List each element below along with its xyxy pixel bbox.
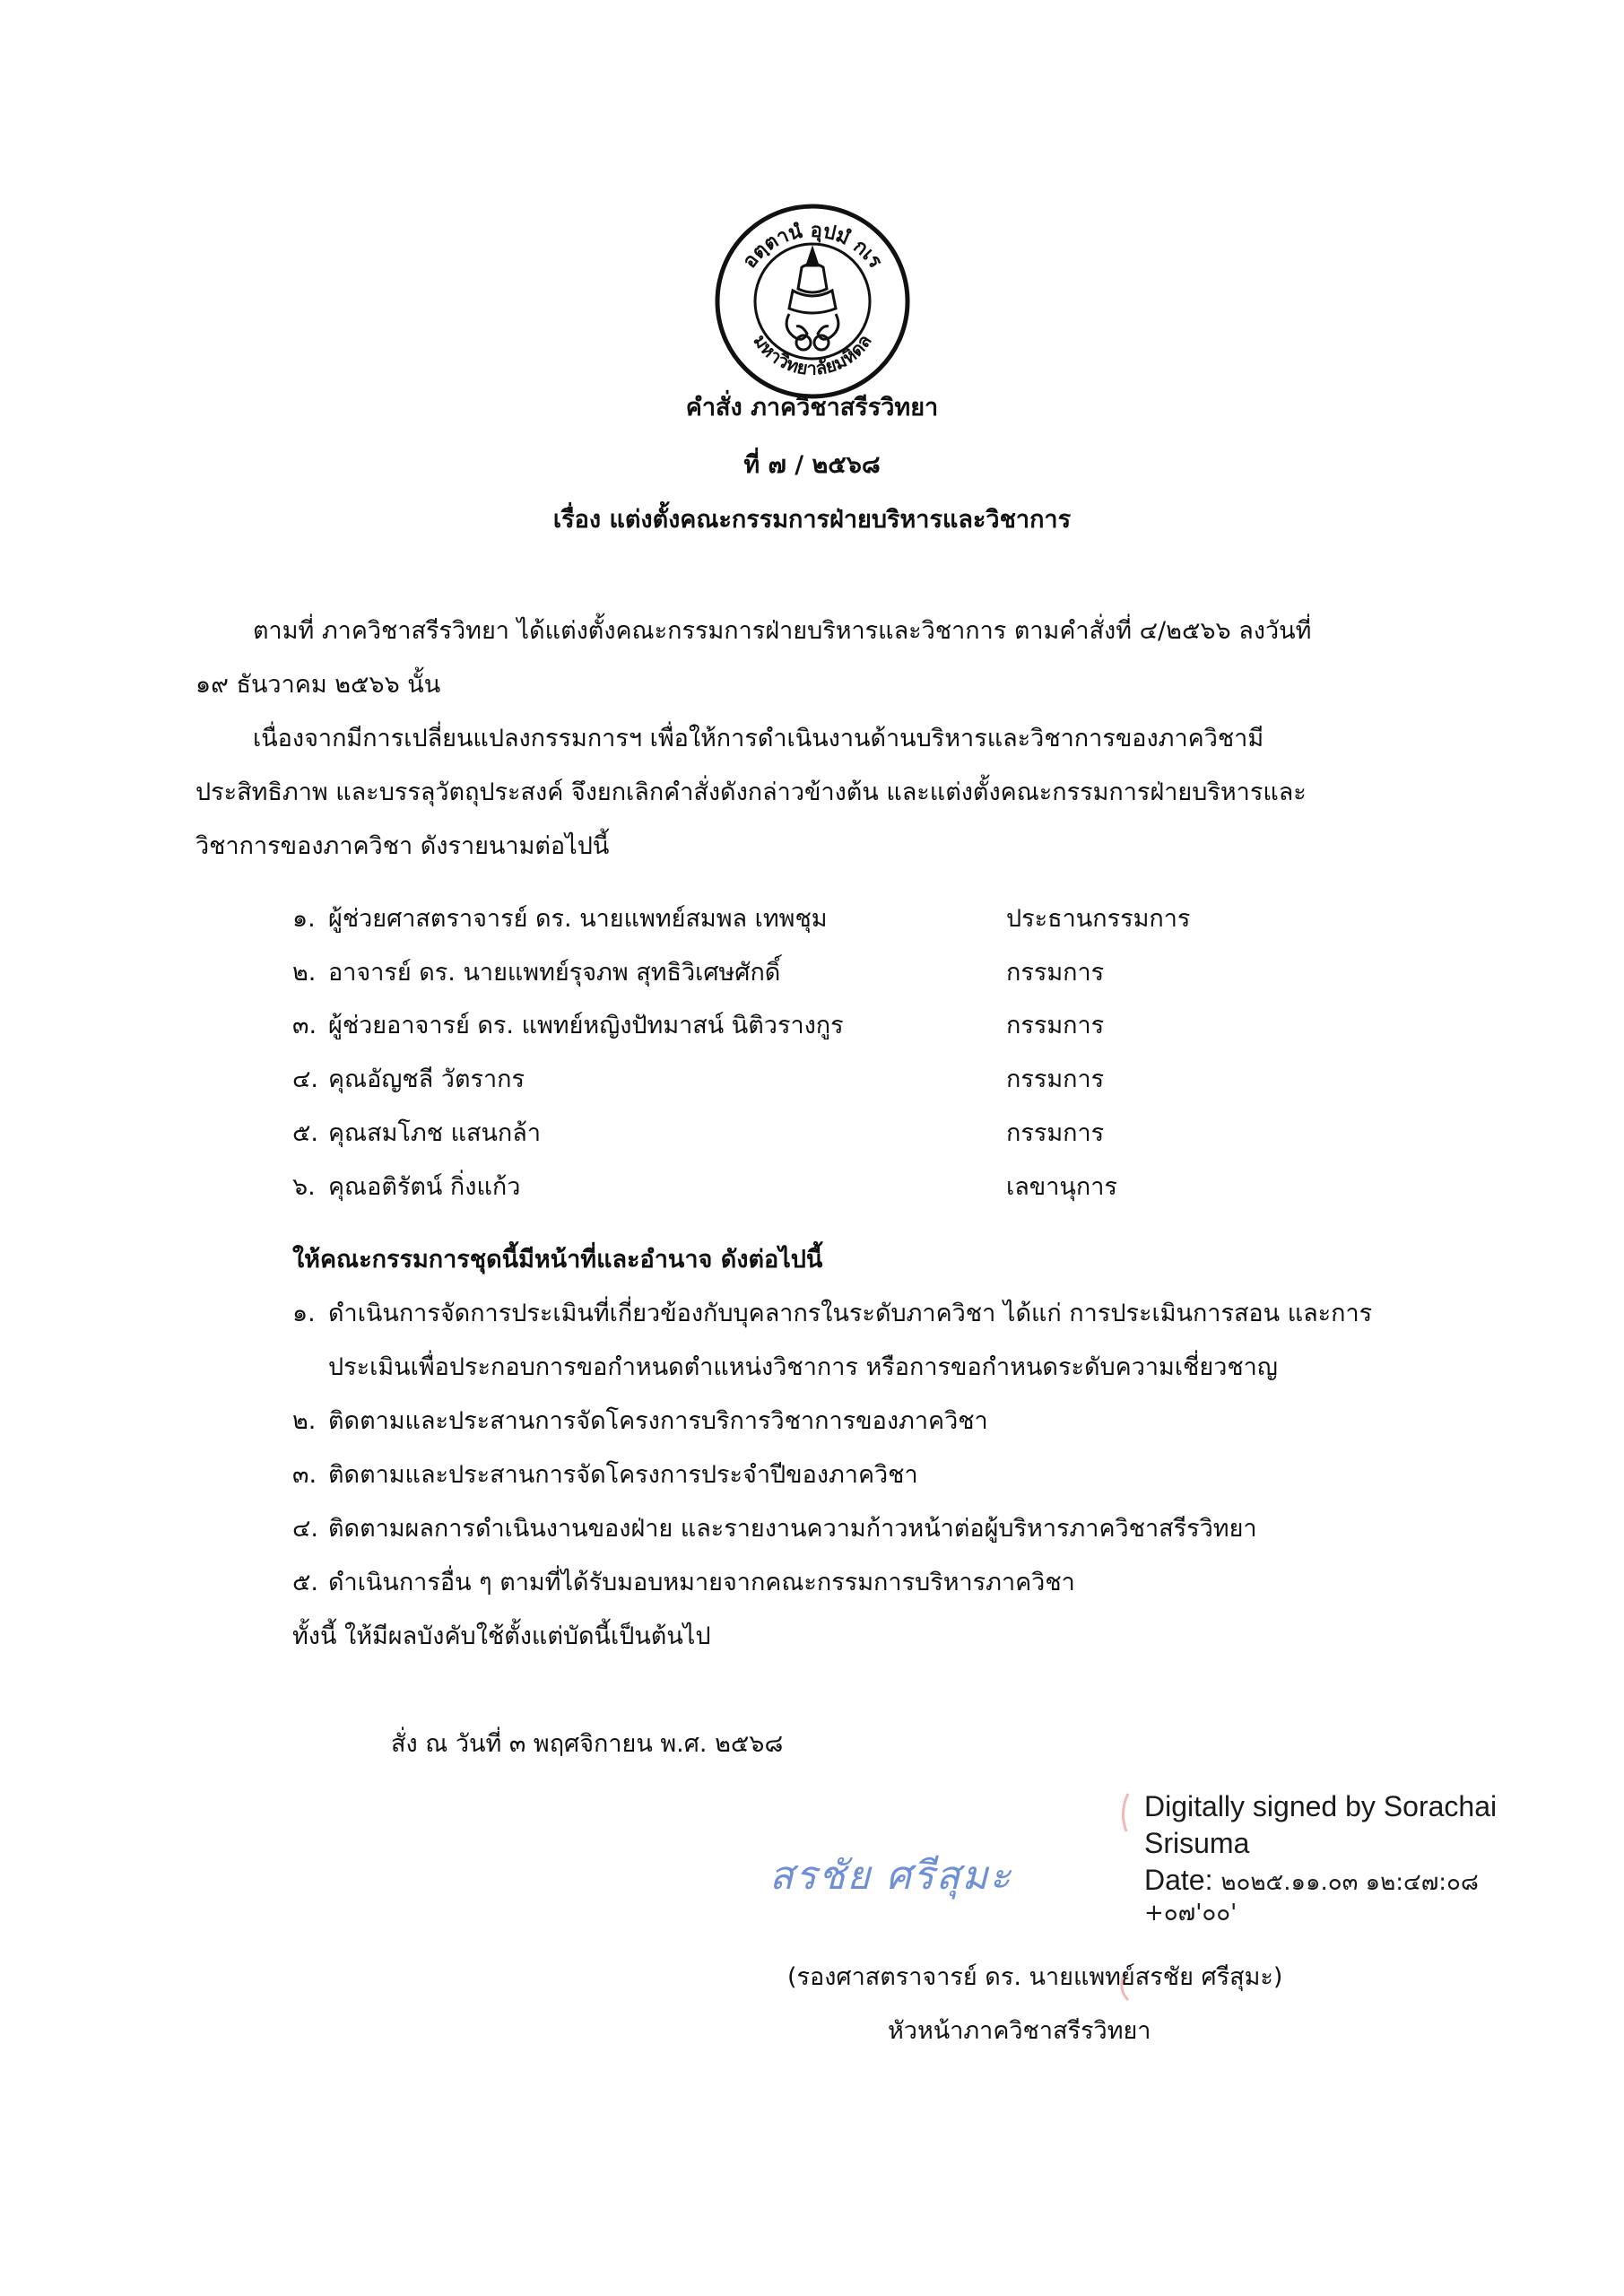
duty-text: ติดตามและประสานการจัดโครงการบริการวิชาการของภาควิชา <box>328 1407 988 1435</box>
digital-signature-line-2: Srisuma <box>1144 1826 1250 1859</box>
member-number: ๒. <box>292 959 317 987</box>
member-number: ๔. <box>292 1065 319 1093</box>
handwritten-signature: สรชัย ศรีสุมะ <box>769 1853 1013 1899</box>
document-number: ที่ ๗ / ๒๕๖๘ <box>743 451 881 479</box>
signer-name: (รองศาสตราจารย์ ดร. นายแพทย์สรชัย ศรีสุมะ) <box>787 1963 1283 1991</box>
member-name: ผู้ช่วยอาจารย์ ดร. แพทย์หญิงปัทมาสน์ นิติวรางกูร <box>328 1012 844 1039</box>
document-title: คำสั่ง ภาควิชาสรีรวิทยา <box>685 394 939 422</box>
member-name: คุณอติรัตน์ กิ่งแก้ว <box>328 1173 521 1201</box>
duty-number: ๕. <box>292 1569 319 1596</box>
paragraph-1-line-2: ๑๙ ธันวาคม ๒๕๖๖ นั้น <box>195 671 441 699</box>
paragraph-2-line-2: ประสิทธิภาพ และบรรลุวัตถุประสงค์ จึงยกเลิกคำสั่งดังกล่าวข้างต้น และแต่งตั้งคณะกรรมการฝ่ายบริหารและ <box>195 778 1307 806</box>
member-role: กรรมการ <box>1006 1119 1105 1147</box>
svg-text:มหาวิทยาลัยมหิดล <box>749 330 875 378</box>
digital-signature-date-label: Date: <box>1144 1863 1213 1896</box>
digital-signature-block <box>1144 1788 1497 1928</box>
member-role: กรรมการ <box>1006 1012 1105 1039</box>
duty-number: ๓. <box>292 1461 317 1489</box>
duty-number: ๑. <box>292 1300 316 1327</box>
duty-number: ๔. <box>292 1515 319 1543</box>
paragraph-1-line-1: ตามที่ ภาควิชาสรีรวิทยา ได้แต่งตั้งคณะกรรมการฝ่ายบริหารและวิชาการ ตามคำสั่งที่ ๔/๒๕๖๖ ลงวันที่ <box>253 617 1312 645</box>
member-role: กรรมการ <box>1006 1065 1105 1093</box>
duty-text: ดำเนินการอื่น ๆ ตามที่ได้รับมอบหมายจากคณะกรรมการบริหารภาควิชา <box>328 1569 1075 1596</box>
order-date: สั่ง ณ วันที่ ๓ พฤศจิกายน พ.ศ. ๒๕๖๘ <box>391 1730 784 1758</box>
paragraph-2-line-3: วิชาการของภาควิชา ดังรายนามต่อไปนี้ <box>195 832 610 860</box>
member-number: ๖. <box>292 1173 316 1201</box>
duties-heading: ให้คณะกรรมการชุดนี้มีหน้าที่และอำนาจ ดังต่อไปนี้ <box>292 1246 823 1274</box>
digital-signature-date-value: ๒๐๒๕.๑๑.๐๓ ๑๒:๔๗:๐๘ <box>1220 1868 1479 1896</box>
duty-number: ๒. <box>292 1407 317 1435</box>
seal-motto: อตฺตานํ อุปมํ กเร <box>738 219 887 273</box>
university-seal-logo <box>714 203 911 400</box>
duty-text: ดำเนินการจัดการประเมินที่เกี่ยวข้องกับบุคลากรในระดับภาควิชา ได้แก่ การประเมินการสอน และการ <box>328 1300 1373 1327</box>
signer-position: หัวหน้าภาควิชาสรีรวิทยา <box>888 2017 1151 2045</box>
member-role: กรรมการ <box>1006 959 1105 987</box>
member-number: ๑. <box>292 905 316 933</box>
document-subject: เรื่อง แต่งตั้งคณะกรรมการฝ่ายบริหารและวิชาการ <box>552 506 1072 534</box>
effective-statement: ทั้งนี้ ให้มีผลบังคับใช้ตั้งแต่บัดนี้เป็นต้นไป <box>292 1622 711 1650</box>
digital-signature-timezone: +๐๗'๐๐' <box>1144 1899 1238 1926</box>
member-role: ประธานกรรมการ <box>1006 905 1191 933</box>
duty-text: ติดตามผลการดำเนินงานของฝ่าย และรายงานความก้าวหน้าต่อผู้บริหารภาควิชาสรีรวิทยา <box>328 1515 1257 1543</box>
seal-university-name: มหาวิทยาลัยมหิดล <box>749 330 876 379</box>
paragraph-2-line-1: เนื่องจากมีการเปลี่ยนแปลงกรรมการฯ เพื่อให้การดำเนินงานด้านบริหารและวิชาการของภาควิชามี <box>253 725 1264 752</box>
member-name: คุณสมโภช แสนกล้า <box>328 1119 541 1147</box>
digital-signature-line-1: Digitally signed by Sorachai <box>1144 1790 1498 1822</box>
member-name: อาจารย์ ดร. นายแพทย์รุจภพ สุทธิวิเศษศักดิ์ <box>328 959 781 987</box>
duty-text-continued: ประเมินเพื่อประกอบการขอกำหนดตำแหน่งวิชาการ หรือการขอกำหนดระดับความเชี่ยวชาญ <box>328 1353 1278 1381</box>
member-name: คุณอัญชลี วัตรากร <box>328 1065 525 1093</box>
member-name: ผู้ช่วยศาสตราจารย์ ดร. นายแพทย์สมพล เทพชุม <box>328 905 828 933</box>
member-number: ๕. <box>292 1119 319 1147</box>
member-role: เลขานุการ <box>1006 1173 1117 1201</box>
member-number: ๓. <box>292 1012 317 1039</box>
duty-text: ติดตามและประสานการจัดโครงการประจำปีของภาควิชา <box>328 1461 918 1489</box>
